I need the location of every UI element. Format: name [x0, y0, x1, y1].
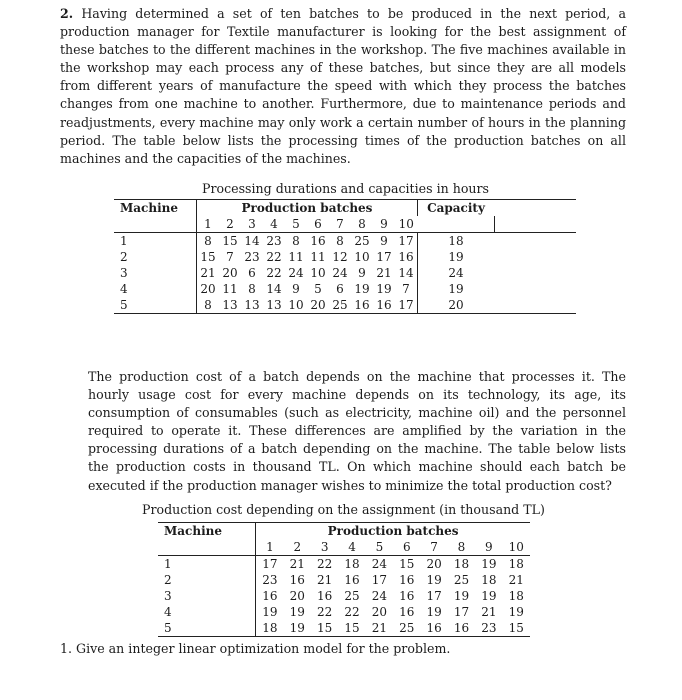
table-cell: 24: [288, 266, 304, 280]
table-cell: 16: [399, 605, 415, 619]
table-cell: 19: [262, 605, 278, 619]
table-cell: 16: [310, 234, 326, 248]
table-cell: 24: [332, 266, 348, 280]
table-cell: 19: [508, 605, 524, 619]
table-cell: 20: [289, 589, 305, 603]
table-row: [114, 249, 576, 265]
table-cell: 16: [262, 589, 278, 603]
capacity-cell: 19: [448, 250, 464, 264]
table-cell: 17: [395, 233, 418, 250]
capacity-cell: 24: [448, 266, 464, 280]
table-cell: 21: [317, 573, 333, 587]
table-cell: 25: [344, 589, 360, 603]
table2-batch-number-1: 1: [266, 540, 274, 554]
table-cell: 25: [354, 234, 370, 248]
table1-batch-number-3: 3: [248, 217, 256, 231]
table1-machine-header: Machine: [114, 200, 197, 217]
table-cell: 16: [376, 298, 392, 312]
table-cell: 19: [426, 573, 442, 587]
table1-batch-number-4: 4: [270, 217, 278, 231]
table-row: [114, 297, 576, 314]
table-cell: 19: [481, 589, 497, 603]
table-row: [158, 572, 530, 588]
table-cell: 22: [317, 557, 333, 571]
table-cell: 18: [508, 589, 524, 603]
table-cell: 15: [222, 234, 238, 248]
table-cell: 16: [395, 249, 418, 265]
table2-caption: Production cost depending on the assignment (in thousand TL): [142, 502, 545, 517]
table-cell: 15: [399, 557, 415, 571]
table-row: [114, 281, 576, 297]
table-cell: 20: [222, 266, 238, 280]
table-cell: 13: [222, 298, 238, 312]
table-cell: 21: [481, 605, 497, 619]
table-cell: 24: [371, 557, 388, 571]
table-cell: 16: [344, 573, 360, 587]
machine-label: 5: [158, 620, 256, 637]
table-cell: 14: [395, 265, 418, 281]
table-cell: 12: [332, 250, 348, 264]
table2-batch-number-6: 6: [402, 540, 411, 554]
table-cell: 14: [244, 234, 260, 248]
table-cell: 19: [354, 282, 370, 296]
table-cell: 25: [453, 573, 470, 587]
table-cell: 15: [508, 621, 524, 635]
capacity-cell: 18: [448, 234, 464, 248]
table-cell: 16: [354, 298, 370, 312]
table1-batch-number-8: 8: [358, 217, 366, 231]
table2-batch-number-9: 9: [485, 540, 493, 554]
table-row: [158, 604, 530, 620]
capacity-cell: 19: [448, 282, 464, 296]
machine-label: 4: [158, 604, 256, 620]
table1-caption: Processing durations and capacities in hours: [202, 181, 489, 196]
table-cell: 18: [262, 621, 278, 635]
table-cell: 25: [332, 298, 348, 312]
table-cell: 23: [262, 573, 278, 587]
table-cell: 20: [371, 605, 388, 619]
table1-batch-number-9: 9: [380, 217, 388, 231]
table1-batches-header: Production batches: [197, 200, 418, 217]
problem-paragraph-1: [60, 5, 626, 168]
table-cell: 13: [244, 298, 260, 312]
table-cell: 24: [371, 589, 388, 603]
machine-label: 3: [158, 588, 256, 604]
table-cell: 16: [453, 621, 470, 635]
table-row: [114, 265, 576, 281]
table-cell: 19: [453, 589, 470, 603]
table-cell: 15: [344, 621, 360, 635]
table1-batch-number-1: 1: [204, 217, 212, 231]
table-cell: 16: [399, 589, 415, 603]
machine-label: 1: [158, 556, 256, 573]
table-row: [158, 556, 530, 573]
table-cell: 5: [314, 282, 322, 296]
table-cell: 15: [200, 250, 216, 264]
question-1: 1. Give an integer linear optimization model for the problem.: [60, 641, 451, 656]
table-cell: 11: [288, 250, 304, 264]
table-cell: 21: [200, 266, 216, 280]
machine-label: 1: [114, 233, 197, 250]
table1-capacity-header: Capacity: [427, 201, 485, 215]
table-cell: 21: [289, 557, 305, 571]
table-cell: 19: [376, 282, 392, 296]
table2-batch-number-4: 4: [348, 540, 356, 554]
machine-label: 4: [114, 281, 197, 297]
table-cell: 18: [508, 557, 524, 571]
table-cell: 19: [289, 605, 305, 619]
table-cell: 16: [317, 589, 333, 603]
table-cell: 17: [371, 573, 388, 587]
table-cell: 19: [289, 621, 305, 635]
table-cell: 9: [292, 282, 300, 296]
table-cell: 19: [426, 605, 442, 619]
table-cell: 9: [380, 234, 388, 248]
table1-batch-number-2: 2: [226, 217, 234, 231]
table2-batch-number-7: 7: [430, 540, 438, 554]
table-cell: 20: [200, 282, 216, 296]
table-cell: 10: [310, 266, 326, 280]
table-cell: 11: [222, 282, 238, 296]
table1-batch-number-7: 7: [336, 217, 344, 231]
machine-label: 5: [114, 297, 197, 314]
table-cell: 22: [266, 266, 282, 280]
problem-paragraph-2: The production cost of a batch depends on the machine that processes it. The hourly usage cost for every machine depends on its technology, its age, its consumption of consumables (such as electricity, machine oil) and the personnel required to operate it. These differences are amplified by the variation in the processing durations of a batch depending on the machine. The table below lists the production costs in thousand TL. On which machine should each batch be executed if the production manager wishes to minimize the total production cost?: [88, 369, 626, 493]
table-cell: 20: [310, 298, 326, 312]
table-cell: 15: [317, 621, 333, 635]
table-cell: 17: [376, 250, 392, 264]
table-cell: 14: [266, 282, 282, 296]
table-cell: 10: [354, 250, 370, 264]
machine-label: 2: [158, 572, 256, 588]
table-cell: 10: [288, 298, 304, 312]
table-cell: 16: [289, 573, 305, 587]
table1-batch-number-10: 10: [398, 217, 414, 231]
table-cell: 8: [204, 234, 212, 248]
table-cell: 6: [248, 266, 256, 280]
table-cell: 16: [426, 621, 442, 635]
table-cell: 11: [310, 250, 326, 264]
table-cell: 22: [266, 250, 282, 264]
table-cell: 18: [453, 557, 470, 571]
table-cell: 21: [371, 621, 388, 635]
table-cell: 6: [336, 282, 344, 296]
table-cell: 13: [266, 298, 282, 312]
table-cell: 22: [344, 605, 360, 619]
table2-batch-number-3: 3: [320, 540, 329, 554]
table-cell: 17: [453, 605, 470, 619]
capacity-cell: 20: [448, 298, 464, 312]
table-cell: 16: [399, 573, 415, 587]
table2-batch-number-8: 8: [457, 540, 466, 554]
machine-label: 3: [114, 265, 197, 281]
table1-batch-number-5: 5: [292, 217, 300, 231]
table-cell: 21: [376, 266, 392, 280]
table2-machine-header: Machine: [158, 523, 256, 540]
table-cell: 8: [204, 298, 212, 312]
table-cell: 23: [244, 250, 260, 264]
table-cell: 23: [266, 234, 282, 248]
table-row: [114, 233, 576, 250]
table-row: [158, 588, 530, 604]
table2-batch-number-5: 5: [375, 540, 384, 554]
table-cell: 20: [426, 557, 442, 571]
table-cell: 22: [317, 605, 333, 619]
cost-table: [158, 522, 530, 637]
table-cell: 8: [248, 282, 256, 296]
table2-batches-header: Production batches: [327, 524, 459, 538]
table-cell: 8: [336, 234, 344, 248]
table2-batch-number-10: 10: [508, 540, 524, 554]
machine-label: 2: [114, 249, 197, 265]
table-cell: 17: [395, 297, 418, 314]
table-cell: 9: [358, 266, 366, 280]
table-cell: 23: [481, 621, 497, 635]
table-cell: 7: [395, 281, 418, 297]
table-cell: 7: [226, 250, 234, 264]
table-cell: 17: [262, 557, 278, 571]
table-cell: 18: [344, 557, 360, 571]
table-cell: 18: [481, 573, 497, 587]
problem-number: 2.: [60, 6, 74, 21]
table2-batch-number-2: 2: [293, 540, 302, 554]
table-cell: 17: [426, 589, 442, 603]
table1-batch-number-6: 6: [314, 217, 322, 231]
table-row: [158, 620, 530, 637]
problem-text-1: Having determined a set of ten batches to be produced in the next period, a production manager for Textile manufacturer is looking for the best assignment of these batches to the different machines in the workshop. The five machines available in the workshop may each process any of these batches, but since they are all models from different years of manufacture the speed with which they process the batches changes from one machine to another. Furthermore, due to maintenance periods and readjustments, every machine may only work a certain number of hours in the planning period. The table below lists the processing times of the production batches on all machines and the capacities of the machines.: [60, 6, 626, 166]
table-cell: 8: [292, 234, 300, 248]
table-cell: 21: [508, 573, 524, 587]
table-cell: 25: [399, 621, 415, 635]
processing-table: [114, 199, 576, 314]
table-cell: 19: [481, 557, 497, 571]
